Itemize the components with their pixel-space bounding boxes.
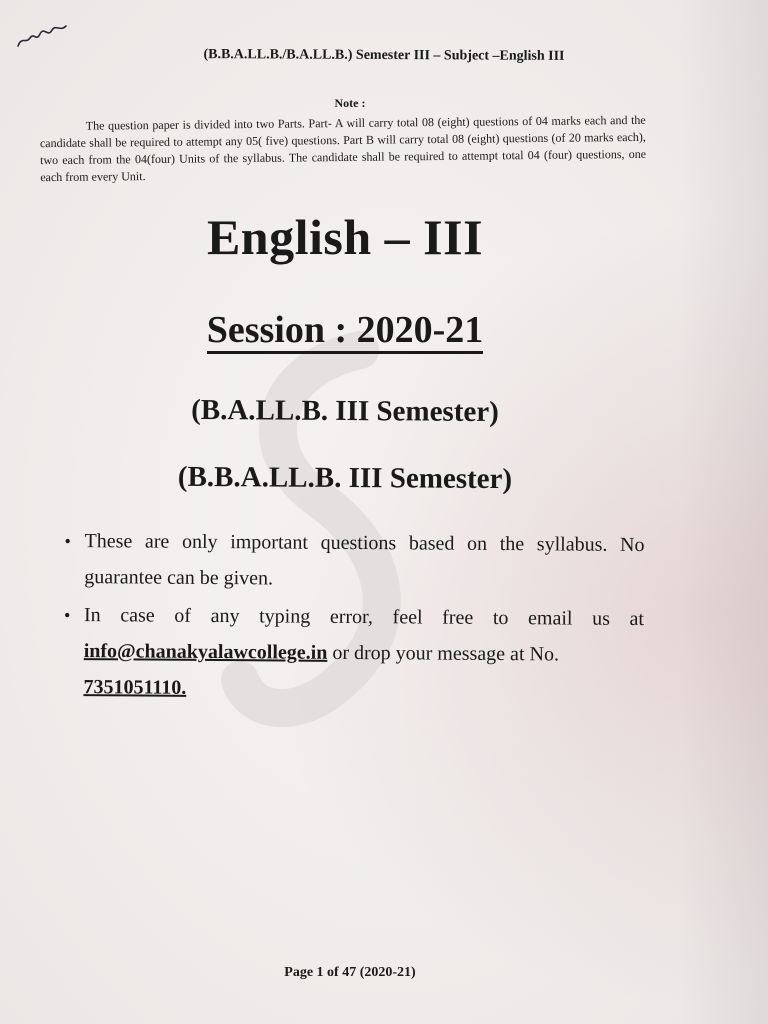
- disclaimer-text: These are only important questions based on the syllabus. No guarantee can be given.: [84, 530, 645, 590]
- contact-text-middle: or drop your message at No.: [332, 641, 560, 666]
- semester-line-ballb: (B.A.LL.B. III Semester): [191, 393, 499, 429]
- page-edge-shadow: [678, 0, 768, 1024]
- semester-line-bballb: (B.B.A.LL.B. III Semester): [177, 460, 513, 496]
- note-body: The question paper is divided into two Parts. Part- A will carry total 08 (eight) questions of 04 marks each and the candidate shall be required to attempt any 05( five) questions. Part B will carry total 08 (eight) questions (of 20 marks each), two each from the 04(four) Units of the syllabus. The candidate shall be required to attempt total 04 (four) questions, one each from every Unit.: [39, 112, 647, 185]
- list-item: [63, 597, 644, 709]
- session-text: Session : 2020-21: [207, 309, 484, 354]
- page-footer: Page 1 of 47 (2020-21): [284, 965, 416, 980]
- bullet-icon: •: [64, 530, 71, 552]
- session-heading: [0, 308, 690, 352]
- bullet-icon: •: [63, 604, 71, 626]
- note-label: Note :: [334, 96, 366, 110]
- page-title: English – III: [206, 209, 484, 265]
- contact-text: In case of any typing error, feel free to email us at: [83, 604, 645, 631]
- list-item: [64, 523, 644, 599]
- course-header: (B.B.A.LL.B./B.A.LL.B.) Semester III – Subject –English III: [203, 47, 565, 64]
- email-link[interactable]: info@chanakyalawcollege.in: [83, 640, 328, 664]
- phone-number: 7351051110.: [83, 676, 187, 699]
- disclaimer-list: [63, 523, 644, 711]
